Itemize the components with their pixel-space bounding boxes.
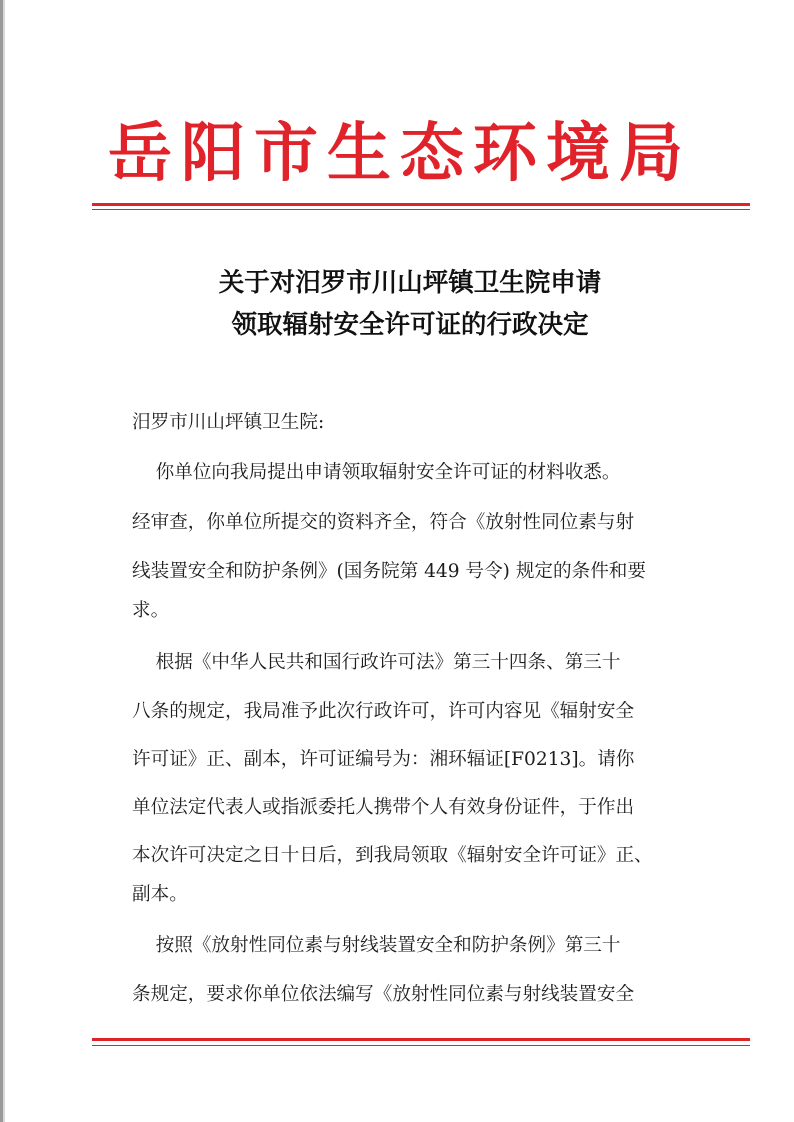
letterhead-org-name: 岳阳市生态环境局 (108, 116, 692, 191)
paragraph-1-line-1: 你单位向我局提出申请领取辐射安全许可证的材料收悉。 (132, 462, 621, 483)
paragraph-3-line-1: 按照《放射性同位素与射线装置安全和防护条例》第三十 (132, 935, 621, 956)
paragraph-2-line-2: 八条的规定，我局准予此次行政许可，许可内容见《辐射安全 (132, 701, 635, 722)
paragraph-1-line-3: 线装置安全和防护条例》(国务院第 449 号令) 规定的条件和要 (132, 561, 646, 582)
paragraph-2-line-5: 本次许可决定之日十日后，到我局领取《辐射安全许可证》正、 (132, 845, 653, 866)
letterhead-rule-thin (92, 209, 750, 210)
paragraph-2-line-1: 根据《中华人民共和国行政许可法》第三十四条、第三十 (132, 652, 621, 673)
title-line-1: 关于对汨罗市川山坪镇卫生院申请 (218, 268, 602, 298)
scan-page-edge-shadow (3, 0, 5, 1122)
paragraph-1-line-4: 求。 (132, 600, 170, 621)
footer-rule-thick (92, 1038, 750, 1041)
letterhead-rule-thick (92, 203, 750, 206)
paragraph-2-line-6: 副本。 (132, 884, 188, 905)
paragraph-2-line-4: 单位法定代表人或指派委托人携带个人有效身份证件，于作出 (132, 797, 635, 818)
paragraph-3-line-2: 条规定，要求你单位依法编写《放射性同位素与射线装置安全 (132, 984, 635, 1005)
document-title (140, 262, 680, 346)
title-line-2: 领取辐射安全许可证的行政决定 (231, 310, 589, 340)
footer-rule-thin (92, 1045, 750, 1046)
paragraph-1-line-2: 经审查，你单位所提交的资料齐全，符合《放射性同位素与射 (132, 512, 635, 533)
paragraph-2-line-3: 许可证》正、副本，许可证编号为：湘环辐证[F0213]。请你 (132, 749, 635, 770)
salutation: 汨罗市川山坪镇卫生院: (132, 412, 325, 433)
